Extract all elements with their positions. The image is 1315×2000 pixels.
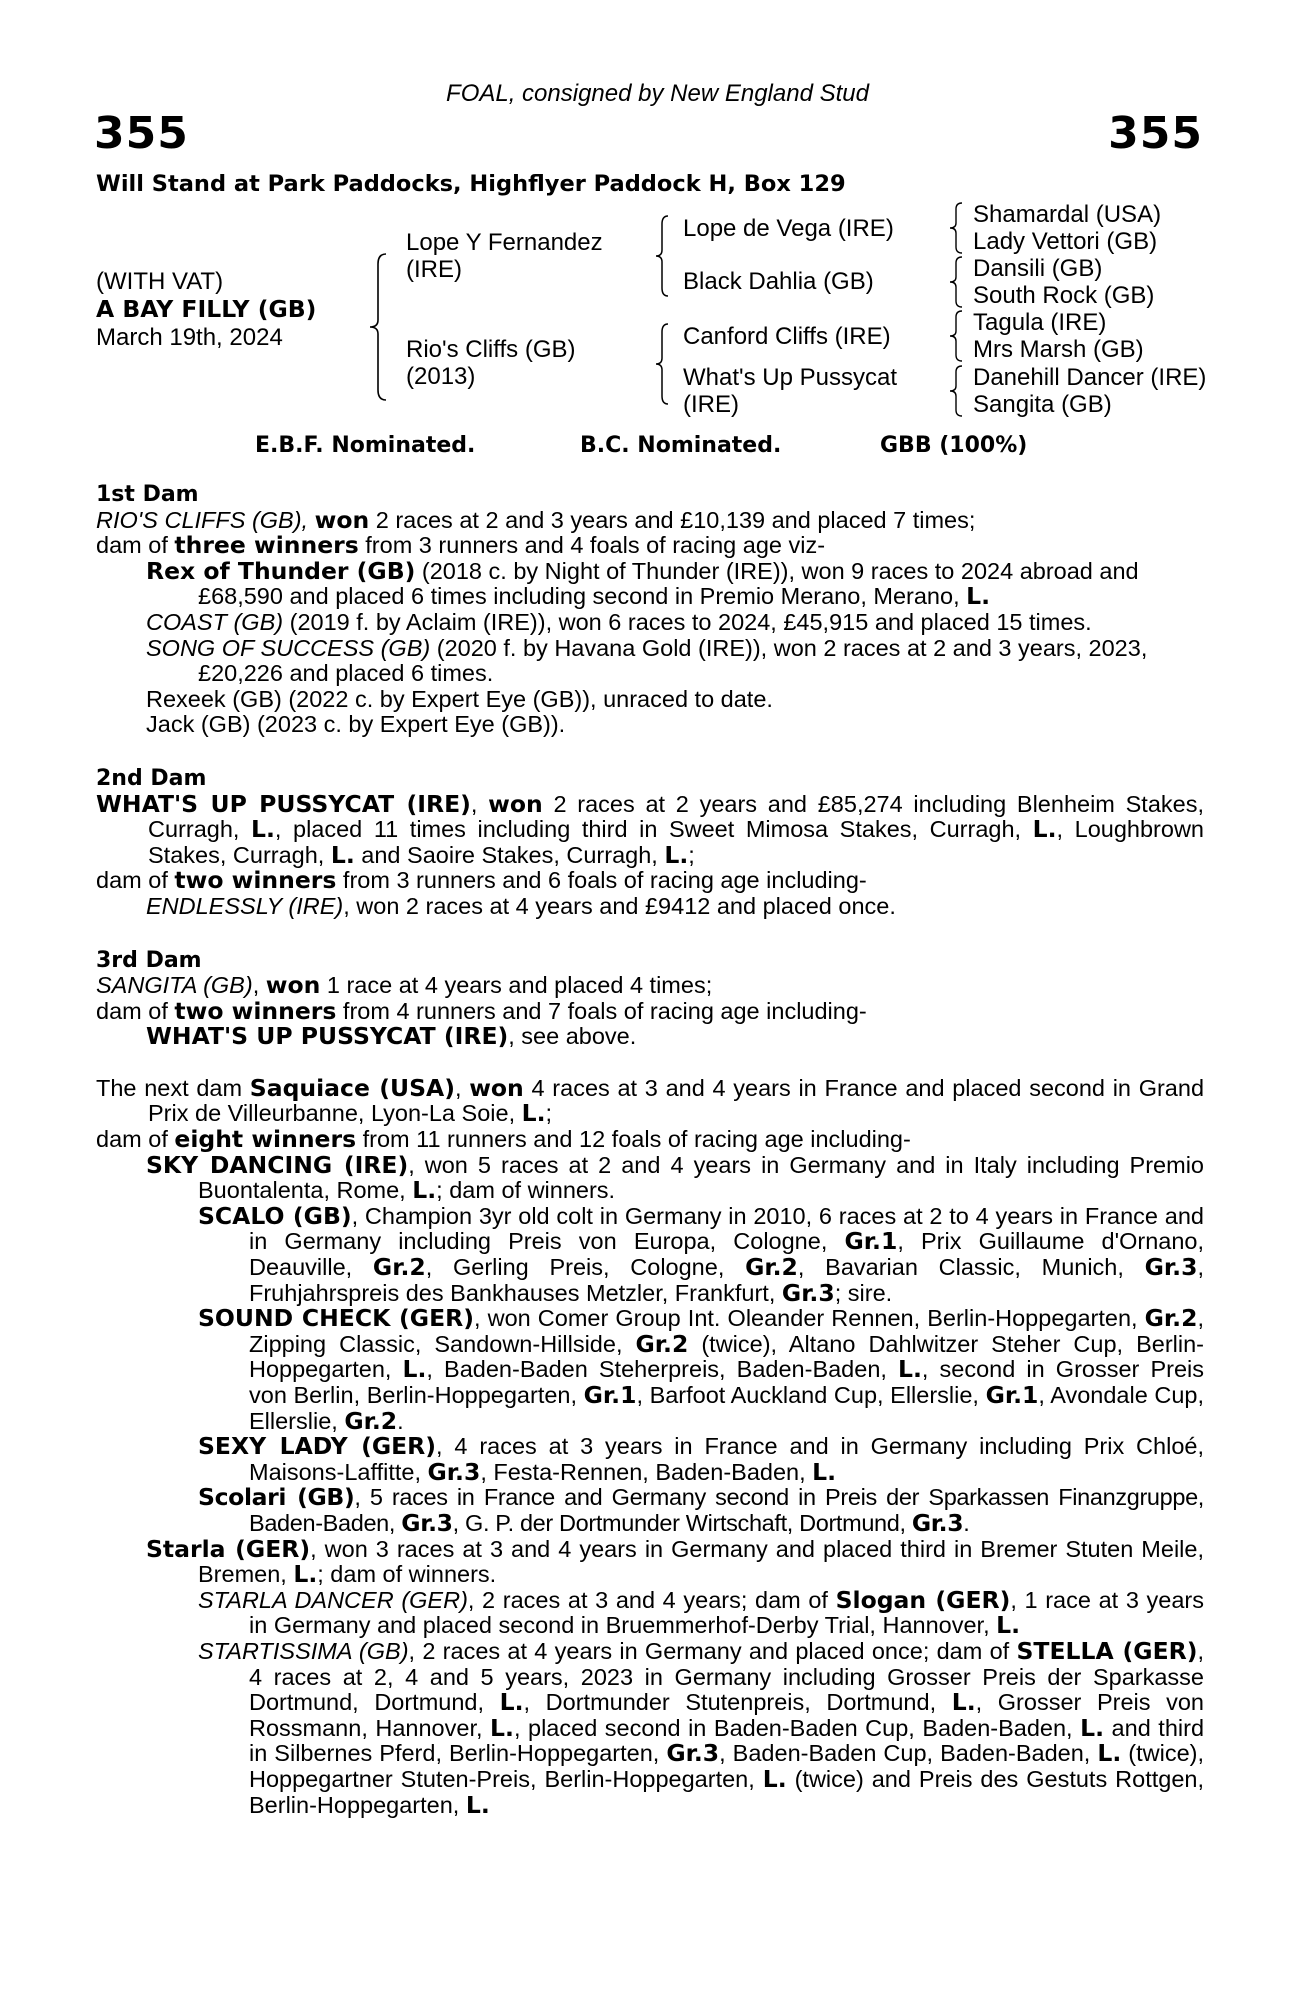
record: , Avondale Cup, Ellerslie, xyxy=(249,1382,1205,1434)
record: , won 3 races at 3 and 4 years in Germany and placed third in Bremer Stuten Meile, Bremen, xyxy=(198,1535,1204,1588)
next-dam-label: The next dam xyxy=(96,1074,250,1101)
first-dam-produce xyxy=(96,533,1204,559)
listed-label: L. xyxy=(499,1688,524,1717)
listed-label: L. xyxy=(412,1176,437,1205)
record: , Festa-Rennen, Baden-Baden, xyxy=(480,1458,813,1485)
group-label: Gr.1 xyxy=(844,1227,898,1256)
record: , 2 races at 3 and 4 years; dam of xyxy=(467,1586,836,1613)
runners-text: from 11 runners and 12 foals of racing age including- xyxy=(356,1126,911,1153)
pedigree-brace-dd xyxy=(948,364,964,418)
listed-label: L. xyxy=(490,1713,514,1742)
record: (twice), Hoppegartner Stuten-Preis, Berlin-Hoppegarten, xyxy=(249,1740,1204,1792)
record: , won Comer Group Int. Oleander Rennen, Berlin-Hoppegarten, xyxy=(473,1305,1145,1332)
produce-rexeek: Rexeek (GB) (2022 c. by Expert Eye (GB)), unraced to date. xyxy=(146,685,773,712)
produce-rex xyxy=(96,556,1204,611)
sep: , xyxy=(252,972,266,999)
record: , Baden-Baden Steherpreis, Baden-Baden, xyxy=(426,1356,899,1383)
produce-starla xyxy=(96,1534,1204,1589)
group-label: Gr.1 xyxy=(985,1381,1039,1409)
record: 1 race at 4 years and placed 4 times; xyxy=(320,972,713,999)
dam-name: WHAT'S UP PUSSYCAT (IRE) xyxy=(96,789,471,818)
slogan-name: Slogan (GER) xyxy=(835,1585,1011,1614)
record: , Zipping Classic, Sandown-Hillside, xyxy=(249,1305,1204,1357)
sexy-name: SEXY LADY (GER) xyxy=(198,1432,437,1461)
record: , 4 races at 3 years in France and in Germany including Prix Chloé, Maisons-Laffitte, xyxy=(249,1433,1204,1485)
listed-label: L. xyxy=(966,582,991,611)
won-label: won xyxy=(265,971,321,1000)
group-label: Gr.3 xyxy=(666,1739,720,1768)
endlessly-name: ENDLESSLY (IRE) xyxy=(146,892,344,919)
pedigree-brace-sd xyxy=(948,255,964,309)
group-label: Gr.2 xyxy=(372,1253,426,1282)
listed-label: L. xyxy=(951,1688,976,1717)
listed-label: L. xyxy=(898,1355,922,1384)
rex-record: (2018 c. by Night of Thunder (IRE)), won 9 races to 2024 abroad and £68,590 and placed 6 times including second in Premio Merano, Merano, xyxy=(198,557,1139,610)
listed-label: L. xyxy=(1097,1739,1122,1768)
pedigree-sd-sire: Dansili (GB) xyxy=(973,255,1103,282)
dam-name: RIO'S CLIFFS (GB), xyxy=(96,506,315,533)
scolari-name: Scolari (GB) xyxy=(198,1483,355,1512)
record: 2 races at 2 years and £85,274 including Blenheim Stakes, Curragh, xyxy=(148,790,1204,843)
scalo-name: SCALO (GB) xyxy=(198,1201,352,1230)
second-dam-heading: 2nd Dam xyxy=(96,765,207,791)
song-name: SONG OF SUCCESS (GB) xyxy=(146,634,431,661)
first-dam-heading: 1st Dam xyxy=(96,482,199,507)
produce-sky-dancing xyxy=(96,1150,1204,1205)
record: , G. P. der Dortmunder Wirtschaft, Dortmund, xyxy=(452,1509,912,1536)
record: (twice), Altano Dahlwitzer Steher Cup, Berlin-Hoppegarten, xyxy=(249,1330,1204,1383)
produce-coast xyxy=(96,610,1204,636)
pedigree-sire-sire: Lope de Vega (IRE) xyxy=(683,215,894,242)
dam-of: dam of xyxy=(96,1126,175,1153)
group-label: Gr.1 xyxy=(583,1381,637,1409)
vat-note: (WITH VAT) xyxy=(96,268,224,295)
record: . xyxy=(397,1407,404,1434)
record: , Bavarian Classic, Munich, xyxy=(797,1254,1145,1281)
group-label: Gr.2 xyxy=(635,1329,689,1358)
first-dam-line xyxy=(96,505,1204,534)
dam-of: dam of xyxy=(96,867,175,894)
record: and Saoire Stakes, Curragh, xyxy=(354,841,665,868)
listed-label: L. xyxy=(1080,1713,1105,1742)
runners-text: from 3 runners and 4 foals of racing age viz- xyxy=(358,532,826,559)
pedigree-brace-main xyxy=(368,252,388,402)
group-label: Gr.2 xyxy=(745,1253,798,1282)
catalogue-body xyxy=(96,482,1204,1818)
startissima-name: STARTISSIMA (GB) xyxy=(198,1637,409,1664)
whats-up-name: WHAT'S UP PUSSYCAT (IRE) xyxy=(146,1022,509,1051)
record: (twice) and Preis des Gestuts Rottgen, Berlin-Hoppegarten, xyxy=(249,1765,1204,1818)
record: , Loughbrown Stakes, Curragh, xyxy=(148,816,1204,868)
rex-name: Rex of Thunder (GB) xyxy=(146,556,416,585)
record: , Fruhjahrspreis des Bankhauses Metzler, Frankfurt, xyxy=(249,1254,1204,1306)
produce-sound-check xyxy=(96,1306,1204,1434)
coast-record: (2019 f. by Aclaim (IRE)), won 6 races to 2024, £45,915 and placed 15 times. xyxy=(283,608,1092,635)
produce-whats-up xyxy=(96,1024,1204,1050)
runners-text: from 4 runners and 7 foals of racing age including- xyxy=(336,997,867,1024)
group-label: Gr.3 xyxy=(1144,1253,1198,1282)
next-dam-line xyxy=(96,1073,1205,1128)
record: ; sire. xyxy=(834,1279,893,1306)
record: , second in Grosser Preis von Berlin, Berlin-Hoppegarten, xyxy=(249,1356,1204,1408)
record: . xyxy=(963,1509,970,1536)
record: , Champion 3yr old colt in Germany in 2010, 6 races at 2 to 4 years in France and in Germany including Preis von Europa, Cologne, xyxy=(249,1202,1204,1255)
record: , won 5 races at 2 and 4 years in Germany and in Italy including Premio Buontalenta, Rome, xyxy=(198,1151,1204,1204)
record: ; xyxy=(688,841,695,868)
lot-number-left: 355 xyxy=(94,108,189,159)
runners-text: from 3 runners and 6 foals of racing age including- xyxy=(336,867,867,894)
see-above: , see above. xyxy=(508,1023,637,1050)
listed-label: L. xyxy=(251,815,275,844)
pedigree-brace-dam xyxy=(654,322,670,406)
listed-label: L. xyxy=(402,1355,427,1384)
record: , Grosser Preis von Rossmann, Hannover, xyxy=(249,1689,1204,1741)
foaling-date: March 19th, 2024 xyxy=(96,324,283,351)
stella-name: STELLA (GER) xyxy=(1016,1636,1198,1665)
sound-name: SOUND CHECK (GER) xyxy=(198,1304,474,1333)
winners-count: three winners xyxy=(174,531,359,560)
record: , 2 races at 4 years in Germany and placed once; dam of xyxy=(408,1637,1017,1664)
winners-count: eight winners xyxy=(174,1125,357,1154)
ebf-nomination: E.B.F. Nominated. xyxy=(255,433,476,458)
endlessly-record: , won 2 races at 4 years and £9412 and placed once. xyxy=(343,892,896,919)
record: and third in Silbernes Pferd, Berlin-Hoppegarten, xyxy=(249,1714,1205,1767)
listed-label: L. xyxy=(465,1790,490,1819)
third-dam-produce xyxy=(96,996,1204,1025)
record: , placed 11 times including third in Sweet Mimosa Stakes, Curragh, xyxy=(274,816,1033,843)
dam-record: 2 races at 2 and 3 years and £10,139 and placed 7 times; xyxy=(369,506,976,533)
listed-label: L. xyxy=(1032,815,1057,844)
produce-sexy-lady xyxy=(96,1434,1204,1485)
gbb-status: GBB (100%) xyxy=(880,433,1028,458)
third-dam-line xyxy=(96,973,1204,999)
pedigree-brace-sire xyxy=(654,214,670,298)
pedigree-ss-sire: Shamardal (USA) xyxy=(973,201,1162,228)
produce-scolari xyxy=(96,1485,1204,1536)
bc-nomination: B.C. Nominated. xyxy=(580,433,782,458)
consignment-header: FOAL, consigned by New England Stud xyxy=(446,80,869,107)
pedigree-dam: Rio's Cliffs (GB) (2013) xyxy=(406,336,576,390)
produce-startissima xyxy=(96,1636,1205,1819)
group-label: Gr.3 xyxy=(911,1508,964,1537)
group-label: Gr.3 xyxy=(781,1278,835,1307)
second-dam-line xyxy=(96,789,1204,869)
record: , placed second in Baden-Baden Cup, Baden-Baden, xyxy=(513,1714,1081,1741)
starla-dancer-name: STARLA DANCER (GER) xyxy=(198,1586,468,1613)
next-dam-produce xyxy=(96,1127,1204,1153)
listed-label: L. xyxy=(762,1764,787,1793)
produce-endlessly xyxy=(96,894,1204,920)
group-label: Gr.2 xyxy=(1144,1304,1198,1333)
record: ; dam of winners. xyxy=(317,1561,497,1588)
horse-name: A BAY FILLY (GB) xyxy=(96,295,317,323)
pedigree-dd-dam: Sangita (GB) xyxy=(973,391,1112,418)
listed-label: L. xyxy=(996,1611,1021,1640)
listed-label: L. xyxy=(521,1099,546,1128)
listed-label: L. xyxy=(664,840,689,869)
record: , Dortmunder Stutenpreis, Dortmund, xyxy=(523,1689,952,1716)
record: , Prix Guillaume d'Ornano, Deauville, xyxy=(249,1228,1205,1281)
pedigree-ds-dam: Mrs Marsh (GB) xyxy=(973,336,1144,363)
won-label: won xyxy=(314,505,370,534)
pedigree-dam-dam: What's Up Pussycat (IRE) xyxy=(683,364,897,418)
record: ; dam of winners. xyxy=(436,1177,616,1204)
won-label: won xyxy=(469,1073,524,1102)
starla-name: Starla (GER) xyxy=(146,1534,311,1563)
coast-name: COAST (GB) xyxy=(146,608,284,635)
pedigree-brace-ss xyxy=(948,201,964,255)
sep: , xyxy=(454,1074,470,1101)
pedigree-ss-dam: Lady Vettori (GB) xyxy=(973,228,1158,255)
winners-count: two winners xyxy=(174,996,337,1025)
third-dam-heading: 3rd Dam xyxy=(96,947,202,973)
group-label: Gr.3 xyxy=(401,1508,453,1537)
record: , Gerling Preis, Cologne, xyxy=(425,1254,746,1281)
produce-song xyxy=(96,636,1204,687)
pedigree-ds-sire: Tagula (IRE) xyxy=(973,309,1107,336)
record: , Barfoot Auckland Cup, Ellerslie, xyxy=(636,1382,986,1408)
winners-count: two winners xyxy=(174,866,337,895)
produce-starla-dancer xyxy=(96,1585,1205,1640)
listed-label: L. xyxy=(293,1560,318,1589)
stand-location: Will Stand at Park Paddocks, Highflyer Paddock H, Box 129 xyxy=(96,171,846,197)
record: , Baden-Baden Cup, Baden-Baden, xyxy=(719,1740,1098,1767)
lot-number-right: 355 xyxy=(1108,108,1203,159)
dam-of: dam of xyxy=(96,997,175,1024)
sky-name: SKY DANCING (IRE) xyxy=(146,1150,409,1179)
pedigree-sire: Lope Y Fernandez (IRE) xyxy=(406,229,603,283)
produce-scalo xyxy=(96,1201,1205,1307)
pedigree-dam-sire: Canford Cliffs (IRE) xyxy=(683,323,891,350)
dam-name: SANGITA (GB) xyxy=(96,972,253,999)
pedigree-sd-dam: South Rock (GB) xyxy=(973,282,1155,309)
dam-name: Saquiace (USA) xyxy=(249,1073,455,1102)
record: , 4 races at 2, 4 and 5 years, 2023 in Germany including Grosser Preis der Sparkasse Dortmund, Dortmund, xyxy=(249,1637,1205,1716)
pedigree-sire-dam: Black Dahlia (GB) xyxy=(683,268,874,295)
sep: ; xyxy=(545,1100,553,1127)
dam-of: dam of xyxy=(96,532,175,559)
sep: , xyxy=(470,790,489,817)
won-label: won xyxy=(488,789,543,818)
second-dam-produce xyxy=(96,868,1204,894)
pedigree-brace-ds xyxy=(948,309,964,363)
listed-label: L. xyxy=(330,840,355,869)
group-label: Gr.2 xyxy=(344,1406,398,1435)
pedigree-dd-sire: Danehill Dancer (IRE) xyxy=(973,364,1207,391)
record: , 1 race at 3 years in Germany and placed second in Bruemmerhof-Derby Trial, Hannover, xyxy=(249,1586,1205,1639)
record: 4 races at 3 and 4 years in France and placed second in Grand Prix de Villeurbanne, Lyon-La Soie, xyxy=(148,1074,1205,1127)
record: , 5 races in France and Germany second in Preis der Sparkassen Finanzgruppe, Baden-Baden, xyxy=(249,1484,1204,1536)
song-record: (2020 f. by Havana Gold (IRE)), won 2 races at 2 and 3 years, 2023, £20,226 and placed 6 times. xyxy=(198,634,1148,687)
produce-jack: Jack (GB) (2023 c. by Expert Eye (GB)). xyxy=(146,711,566,738)
listed-label: L. xyxy=(812,1457,837,1486)
group-label: Gr.3 xyxy=(427,1457,481,1486)
